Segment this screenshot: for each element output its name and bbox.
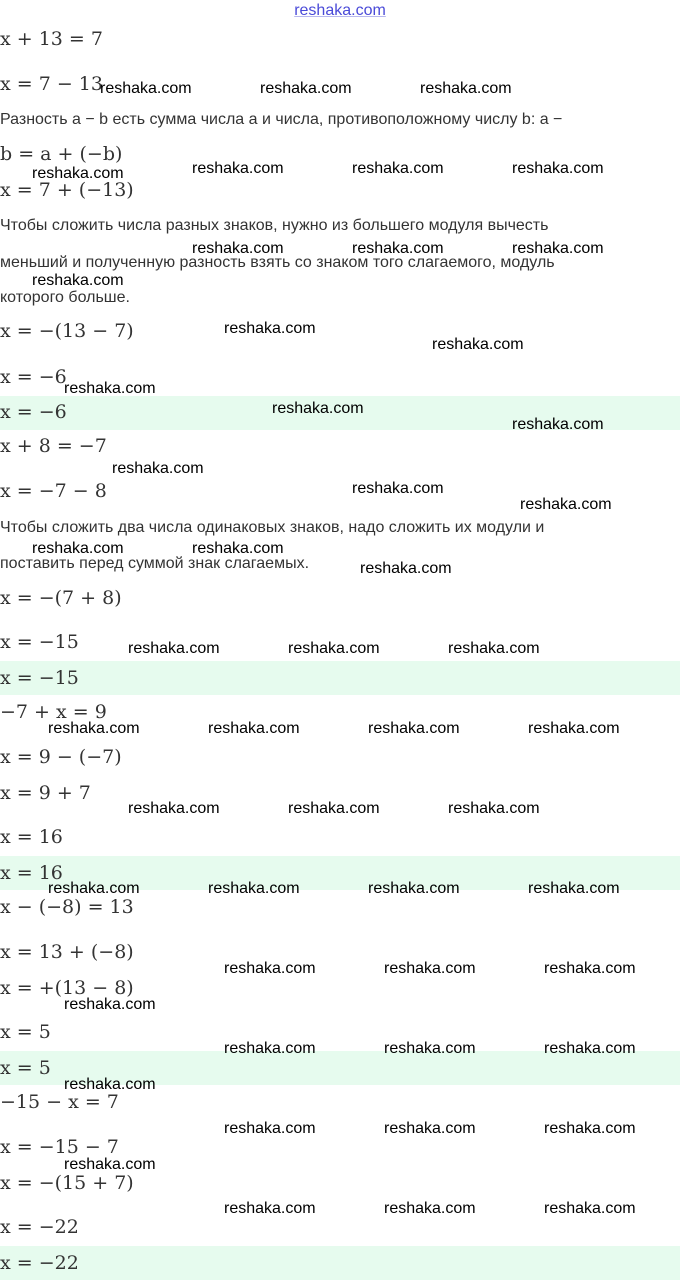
watermark: reshaka.com — [32, 165, 124, 182]
watermark: reshaka.com — [512, 416, 604, 433]
watermark: reshaka.com — [192, 240, 284, 257]
watermark: reshaka.com — [64, 1076, 156, 1093]
watermark: reshaka.com — [192, 540, 284, 557]
equation-line: x + 8 = −7 — [0, 435, 107, 457]
rule-text-line: Чтобы сложить числа разных знаков, нужно из большего модуля вычесть — [0, 217, 549, 234]
watermark: reshaka.com — [368, 720, 460, 737]
answer-line: x = −15 — [0, 667, 79, 689]
answer-line: x = −6 — [0, 401, 67, 423]
watermark: reshaka.com — [224, 320, 316, 337]
watermark: reshaka.com — [260, 80, 352, 97]
rule-text-line: поставить перед суммой знак слагаемых. — [0, 555, 310, 572]
watermark: reshaka.com — [384, 1120, 476, 1137]
equation-line: x − (−8) = 13 — [0, 896, 134, 918]
watermark: reshaka.com — [208, 720, 300, 737]
equation-line: x = 5 — [0, 1021, 51, 1043]
watermark: reshaka.com — [544, 1040, 636, 1057]
watermark: reshaka.com — [448, 800, 540, 817]
watermark: reshaka.com — [520, 496, 612, 513]
rule-text-line: которого больше. — [0, 289, 130, 306]
equation-line: x + 13 = 7 — [0, 28, 103, 50]
watermark: reshaka.com — [224, 1040, 316, 1057]
watermark: reshaka.com — [64, 380, 156, 397]
watermark: reshaka.com — [128, 800, 220, 817]
watermark: reshaka.com — [420, 80, 512, 97]
watermark: reshaka.com — [544, 1200, 636, 1217]
watermark: reshaka.com — [544, 960, 636, 977]
rule-text-line: Разность a − b есть сумма числа a и числа, противоположному числу b: a − — [0, 111, 563, 128]
watermark: reshaka.com — [64, 996, 156, 1013]
equation-line: x = −22 — [0, 1216, 79, 1238]
equation-line: −7 + x = 9 — [0, 701, 107, 723]
watermark: reshaka.com — [32, 540, 124, 557]
equation-line: x = 7 + (−13) — [0, 179, 134, 201]
watermark: reshaka.com — [128, 640, 220, 657]
watermark: reshaka.com — [352, 160, 444, 177]
equation-line: b = a + (−b) — [0, 143, 123, 165]
equation-line: x = −(13 − 7) — [0, 320, 134, 342]
watermark: reshaka.com — [208, 880, 300, 897]
watermark: reshaka.com — [448, 640, 540, 657]
watermark: reshaka.com — [384, 960, 476, 977]
answer-highlight — [0, 661, 680, 695]
watermark: reshaka.com — [224, 960, 316, 977]
equation-line: −15 − x = 7 — [0, 1091, 119, 1113]
watermark: reshaka.com — [288, 800, 380, 817]
watermark: reshaka.com — [192, 160, 284, 177]
rule-text-line: меньший и полученную разность взять со знаком того слагаемого, модуль — [0, 254, 555, 271]
equation-line: x = 13 + (−8) — [0, 941, 134, 963]
watermark: reshaka.com — [432, 336, 524, 353]
watermark: reshaka.com — [512, 240, 604, 257]
equation-line: x = 9 − (−7) — [0, 746, 122, 768]
watermark: reshaka.com — [224, 1120, 316, 1137]
watermark: reshaka.com — [384, 1200, 476, 1217]
watermark: reshaka.com — [32, 272, 124, 289]
equation-line: x = −(7 + 8) — [0, 587, 122, 609]
watermark: reshaka.com — [384, 1040, 476, 1057]
watermark: reshaka.com — [512, 160, 604, 177]
watermark: reshaka.com — [272, 400, 364, 417]
rule-text-line: Чтобы сложить два числа одинаковых знаков, надо сложить их модули и — [0, 519, 545, 536]
watermark: reshaka.com — [352, 480, 444, 497]
equation-line: x = 7 − 13 — [0, 73, 103, 95]
answer-highlight — [0, 1246, 680, 1280]
equation-line: x = −6 — [0, 366, 67, 388]
equation-line: x = 9 + 7 — [0, 782, 91, 804]
watermark: reshaka.com — [528, 880, 620, 897]
watermark: reshaka.com — [48, 880, 140, 897]
watermark: reshaka.com — [288, 640, 380, 657]
watermark: reshaka.com — [368, 880, 460, 897]
equation-line: x = 16 — [0, 826, 63, 848]
watermark: reshaka.com — [112, 460, 204, 477]
watermark: reshaka.com — [48, 720, 140, 737]
equation-line: x = −15 − 7 — [0, 1136, 119, 1158]
watermark: reshaka.com — [528, 720, 620, 737]
watermark: reshaka.com — [360, 560, 452, 577]
equation-line: x = −15 — [0, 631, 79, 653]
equation-line: x = −(15 + 7) — [0, 1172, 134, 1194]
watermark: reshaka.com — [100, 80, 192, 97]
answer-line: x = 5 — [0, 1057, 51, 1079]
watermark: reshaka.com — [224, 1200, 316, 1217]
equation-line: x = −7 − 8 — [0, 480, 107, 502]
equation-line: x = +(13 − 8) — [0, 977, 134, 999]
watermark: reshaka.com — [352, 240, 444, 257]
site-header-link[interactable]: reshaka.com — [294, 2, 386, 19]
answer-line: x = 16 — [0, 862, 63, 884]
watermark: reshaka.com — [64, 1156, 156, 1173]
watermark: reshaka.com — [544, 1120, 636, 1137]
answer-line: x = −22 — [0, 1252, 79, 1274]
